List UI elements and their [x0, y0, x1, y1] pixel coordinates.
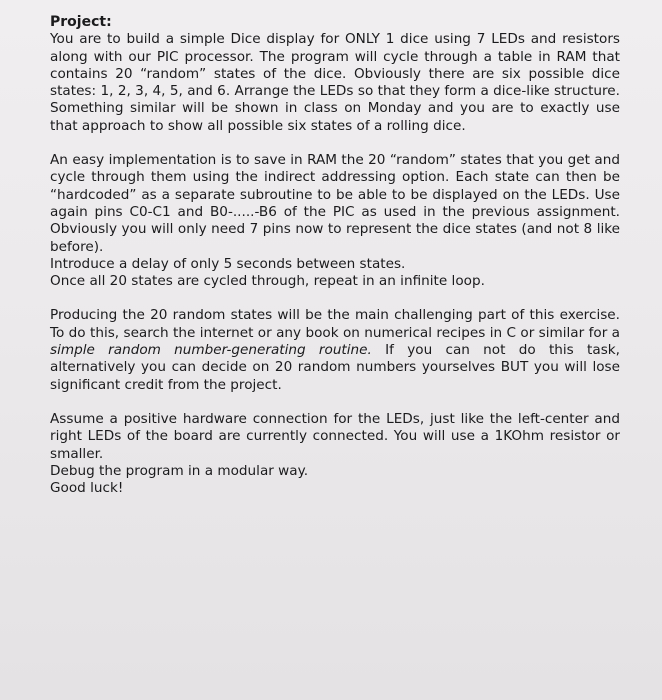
- paragraph-implementation: An easy implementation is to save in RAM the 20 “random” states that you get and cycle through them using the indirect addressing option. Each state can then be “hardcoded” as a separate subroutine to be able to be displayed on the LEDs. Use again pins C0-C1 and B0-.....-B6 of the PIC as used in the previous assignment. Obviously you will only need 7 pins now to represent the dice states (and not 8 like before).: [50, 152, 620, 255]
- paragraph-gap: [50, 135, 620, 152]
- paragraph-debug: Debug the program in a modular way.: [50, 462, 309, 479]
- random-states-text-start: Producing the 20 random states will be the main challenging part of this exercise. To do this, search the internet or any book on numerical recipes in C or similar for a: [50, 307, 620, 341]
- paragraph-gap: [50, 394, 620, 411]
- random-states-text-end: If you can not do this task, alternatively you can decide on 20 random numbers yourselves BUT you will lose significant credit from the project.: [50, 342, 620, 393]
- paragraph-overview: You are to build a simple Dice display for ONLY 1 dice using 7 LEDs and resistors along with our PIC processor. The program will cycle through a table in RAM that contains 20 “random” states of the dice. Obviously there are six possible dice states: 1, 2, 3, 4, 5, and 6. Arrange the LEDs so that they form a dice-like structure. Something similar will be shown in class on Monday and you are to exactly use that approach to show all possible six states of a rolling dice.: [50, 31, 620, 134]
- document-page: [50, 14, 620, 497]
- paragraph-good-luck: Good luck!: [50, 480, 124, 497]
- project-heading: Project:: [50, 14, 112, 30]
- paragraph-random-states: [50, 307, 620, 393]
- paragraph-gap: [50, 290, 620, 307]
- paragraph-hardware: Assume a positive hardware connection for the LEDs, just like the left-center and right LEDs of the board are currently connected. You will use a 1KOhm resistor or smaller.: [50, 410, 620, 462]
- random-routine-emphasis: simple random number-generating routine.: [50, 342, 372, 359]
- paragraph-delay: Introduce a delay of only 5 seconds between states.: [50, 255, 406, 272]
- paragraph-loop: Once all 20 states are cycled through, repeat in an infinite loop.: [50, 273, 485, 290]
